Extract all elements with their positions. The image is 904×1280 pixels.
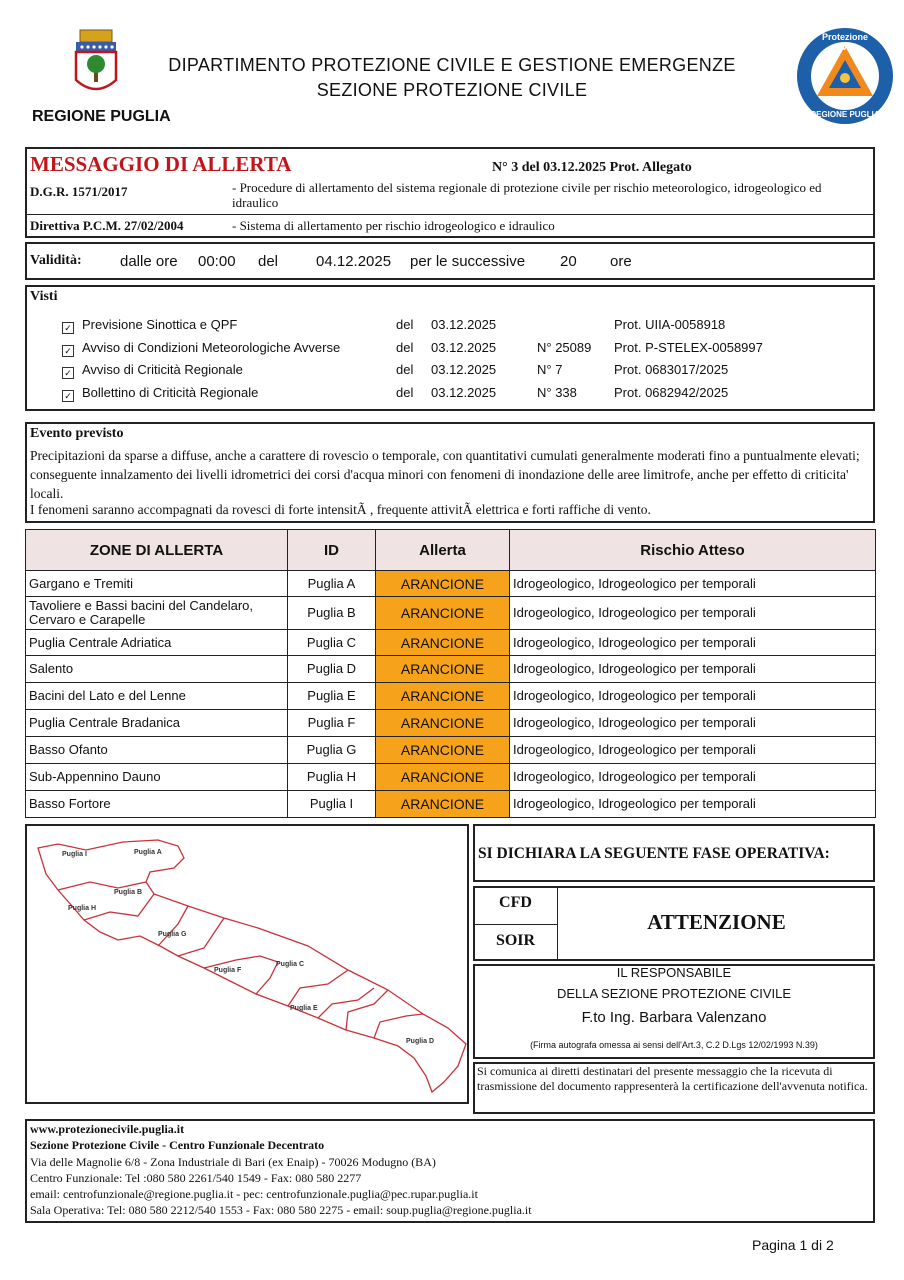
zone-id: Puglia F	[288, 710, 376, 737]
zone-name: Tavoliere e Bassi bacini del Candelaro, Cervaro e Carapelle	[26, 597, 288, 630]
page-number: Pagina 1 di 2	[752, 1237, 834, 1253]
responsible-line1: IL RESPONSABILE	[616, 965, 732, 980]
zone-risk: Idrogeologico, Idrogeologico per temporali	[510, 737, 876, 764]
zone-name: Basso Ofanto	[26, 737, 288, 764]
map-zone-label: Puglia I	[62, 851, 87, 858]
dgr-label: D.G.R. 1571/2017	[30, 184, 128, 199]
visti-item-prot: Prot. 0683017/2025	[614, 362, 729, 377]
evento-title: Evento previsto	[30, 426, 124, 441]
message-title: MESSAGGIO DI ALLERTA	[30, 152, 292, 176]
zones-table	[25, 529, 876, 818]
checkbox-checked-icon: ✓	[62, 342, 82, 357]
visti-item-number: N° 338	[537, 385, 577, 400]
phase-row-divider	[473, 924, 558, 925]
zone-alert-level: ARANCIONE	[376, 571, 510, 597]
footer-email[interactable]: email: centrofunzionale@regione.puglia.it - pec: centrofunzionale.puglia@pec.rupar.puglia.it	[30, 1187, 478, 1201]
zone-row	[26, 597, 876, 630]
seal-region: REGIONE PUGLIA	[810, 110, 880, 119]
footer-address: Via delle Magnolie 6/8 - Zona Industriale di Bari (ex Enaip) - 70026 Modugno (BA)	[30, 1155, 436, 1169]
zone-id: Puglia A	[288, 571, 376, 597]
zone-row	[26, 737, 876, 764]
phase-title: SI DICHIARA LA SEGUENTE FASE OPERATIVA:	[478, 845, 830, 862]
puglia-map	[28, 828, 468, 1100]
visti-item-del: del	[396, 385, 414, 400]
checkbox-checked-icon: ✓	[62, 387, 82, 402]
zone-risk: Idrogeologico, Idrogeologico per temporali	[510, 764, 876, 791]
zone-alert-level: ARANCIONE	[376, 630, 510, 656]
validity-ore: ore	[610, 253, 632, 270]
message-number: N° 3 del 03.12.2025 Prot. Allegato	[492, 160, 692, 175]
visti-item-label: Previsione Sinottica e QPF	[82, 317, 238, 332]
map-zone-label: Puglia D	[406, 1038, 435, 1045]
visti-item-date: 03.12.2025	[431, 385, 497, 400]
zone-row	[26, 710, 876, 737]
visti-item-prot: Prot. P-STELEX-0058997	[614, 340, 763, 355]
evento-text-2: I fenomeni saranno accompagnati da rovesci di forte intensitÃ , frequente attivitÃ elettrica e forti raffiche di vento.	[30, 502, 651, 517]
zone-id: Puglia E	[288, 683, 376, 710]
visti-item-del: del	[396, 340, 414, 355]
visti-item-label: Bollettino di Criticità Regionale	[82, 385, 259, 400]
department-title: DIPARTIMENTO PROTEZIONE CIVILE E GESTIONE EMERGENZE	[168, 55, 736, 75]
visti-item-del: del	[396, 362, 414, 377]
zone-name: Puglia Centrale Bradanica	[26, 710, 288, 737]
zone-row	[26, 656, 876, 683]
zone-risk: Idrogeologico, Idrogeologico per temporali	[510, 710, 876, 737]
zone-id: Puglia G	[288, 737, 376, 764]
visti-item-label: Avviso di Condizioni Meteorologiche Avverse	[82, 340, 341, 355]
signature-note: (Firma autografa omessa ai sensi dell'Art.3, C.2 D.Lgs 12/02/1993 N.39)	[530, 1040, 818, 1050]
zone-id: Puglia C	[288, 630, 376, 656]
visti-title: Visti	[30, 289, 58, 304]
zone-risk: Idrogeologico, Idrogeologico per temporali	[510, 683, 876, 710]
zone-row	[26, 764, 876, 791]
visti-item-prot: Prot. UIIA-0058918	[614, 317, 726, 332]
col-risk-header: Rischio Atteso	[510, 530, 876, 571]
validity-del: del	[258, 253, 279, 270]
dgr-text: - Procedure di allertamento del sistema regionale di protezione civile per rischio meteorologico, idrogeologico ed idraulico	[232, 180, 822, 210]
zone-row	[26, 571, 876, 597]
visti-item-label: Avviso di Criticità Regionale	[82, 362, 243, 377]
visti-item-prot: Prot. 0682942/2025	[614, 385, 729, 400]
map-zone-label: Puglia G	[158, 931, 187, 938]
zone-row	[26, 630, 876, 656]
directive-label: Direttiva P.C.M. 27/02/2004	[30, 218, 184, 233]
zone-risk: Idrogeologico, Idrogeologico per temporali	[510, 571, 876, 597]
validity-label: Validità:	[30, 253, 82, 268]
col-id-header: ID	[288, 530, 376, 571]
map-zone-label: Puglia B	[114, 889, 143, 896]
zone-alert-level: ARANCIONE	[376, 791, 510, 818]
cfd-label: CFD	[499, 894, 532, 911]
evento-text: Precipitazioni da sparse a diffuse, anche a carattere di rovescio o temporale, con quantitativi cumulati generalmente moderati fino a puntualmente elevati; conseguente innalzamento dei livelli idrometrici dei corsi d'acqua minori con fenomeni di inondazione delle aree limitrofe, anche per effetto di criticita' locali.	[30, 448, 860, 501]
zone-alert-level: ARANCIONE	[376, 710, 510, 737]
soir-label: SOIR	[495, 932, 536, 949]
validity-date: 04.12.2025	[316, 253, 392, 270]
visti-item-del: del	[396, 317, 414, 332]
civil-protection-seal	[795, 26, 895, 126]
visti-item-number: N° 7	[537, 362, 563, 377]
zone-alert-level: ARANCIONE	[376, 764, 510, 791]
checkbox-checked-icon: ✓	[62, 364, 82, 379]
zone-alert-level: ARANCIONE	[376, 656, 510, 683]
map-zone-label: Puglia A	[134, 849, 162, 856]
validity-next: per le successive	[410, 253, 526, 270]
phase-value: ATTENZIONE	[647, 910, 786, 934]
zone-row	[26, 683, 876, 710]
zone-id: Puglia B	[288, 597, 376, 630]
zone-name: Salento	[26, 656, 288, 683]
map-zone-label: Puglia H	[68, 905, 97, 912]
footer-website[interactable]: www.protezionecivile.puglia.it	[30, 1122, 185, 1136]
validity-from: dalle ore	[120, 253, 178, 270]
zone-id: Puglia D	[288, 656, 376, 683]
zone-risk: Idrogeologico, Idrogeologico per temporali	[510, 630, 876, 656]
validity-hours: 20	[560, 253, 577, 270]
zone-id: Puglia H	[288, 764, 376, 791]
footer-so: Sala Operativa: Tel: 080 580 2212/540 1553 - Fax: 080 580 2275 - email: soup.puglia@regione.puglia.it	[30, 1203, 532, 1217]
responsible-name: F.to Ing. Barbara Valenzano	[581, 1009, 767, 1026]
zone-name: Bacini del Lato e del Lenne	[26, 683, 288, 710]
map-outline	[38, 840, 466, 1092]
zone-risk: Idrogeologico, Idrogeologico per temporali	[510, 597, 876, 630]
footer-org: Sezione Protezione Civile - Centro Funzionale Decentrato	[30, 1138, 325, 1152]
footer-cf: Centro Funzionale: Tel :080 580 2261/540 1549 - Fax: 080 580 2277	[30, 1171, 362, 1185]
directive-text: - Sistema di allertamento per rischio idrogeologico e idraulico	[232, 218, 555, 233]
region-name: REGIONE PUGLIA	[32, 108, 171, 125]
map-zone-label: Puglia C	[276, 961, 305, 968]
zone-alert-level: ARANCIONE	[376, 683, 510, 710]
zone-id: Puglia I	[288, 791, 376, 818]
zone-alert-level: ARANCIONE	[376, 737, 510, 764]
section-title: SEZIONE PROTEZIONE CIVILE	[316, 80, 588, 100]
notice-text: Si comunica ai diretti destinatari del presente messaggio che la ricevuta di trasmissione del documento rappresenterà la certificazione dell'avvenuta notifica.	[477, 1064, 868, 1093]
zone-alert-level: ARANCIONE	[376, 597, 510, 630]
visti-item-date: 03.12.2025	[431, 362, 497, 377]
message-divider	[25, 214, 875, 215]
zone-name: Puglia Centrale Adriatica	[26, 630, 288, 656]
checkbox-checked-icon: ✓	[62, 319, 82, 334]
zone-risk: Idrogeologico, Idrogeologico per temporali	[510, 791, 876, 818]
zone-risk: Idrogeologico, Idrogeologico per temporali	[510, 656, 876, 683]
responsible-line2: DELLA SEZIONE PROTEZIONE CIVILE	[556, 986, 792, 1001]
col-zone-header: ZONE DI ALLERTA	[26, 530, 288, 571]
visti-item-date: 03.12.2025	[431, 340, 497, 355]
seal-text: Protezione Civile	[821, 32, 868, 52]
map-zone-label: Puglia E	[290, 1005, 318, 1012]
col-alert-header: Allerta	[376, 530, 510, 571]
zone-name: Sub-Appennino Dauno	[26, 764, 288, 791]
map-zone-label: Puglia F	[214, 967, 242, 974]
zone-name: Basso Fortore	[26, 791, 288, 818]
zone-row	[26, 791, 876, 818]
visti-item-number: N° 25089	[537, 340, 592, 355]
visti-item-date: 03.12.2025	[431, 317, 497, 332]
validity-time: 00:00	[198, 253, 236, 270]
zone-name: Gargano e Tremiti	[26, 571, 288, 597]
